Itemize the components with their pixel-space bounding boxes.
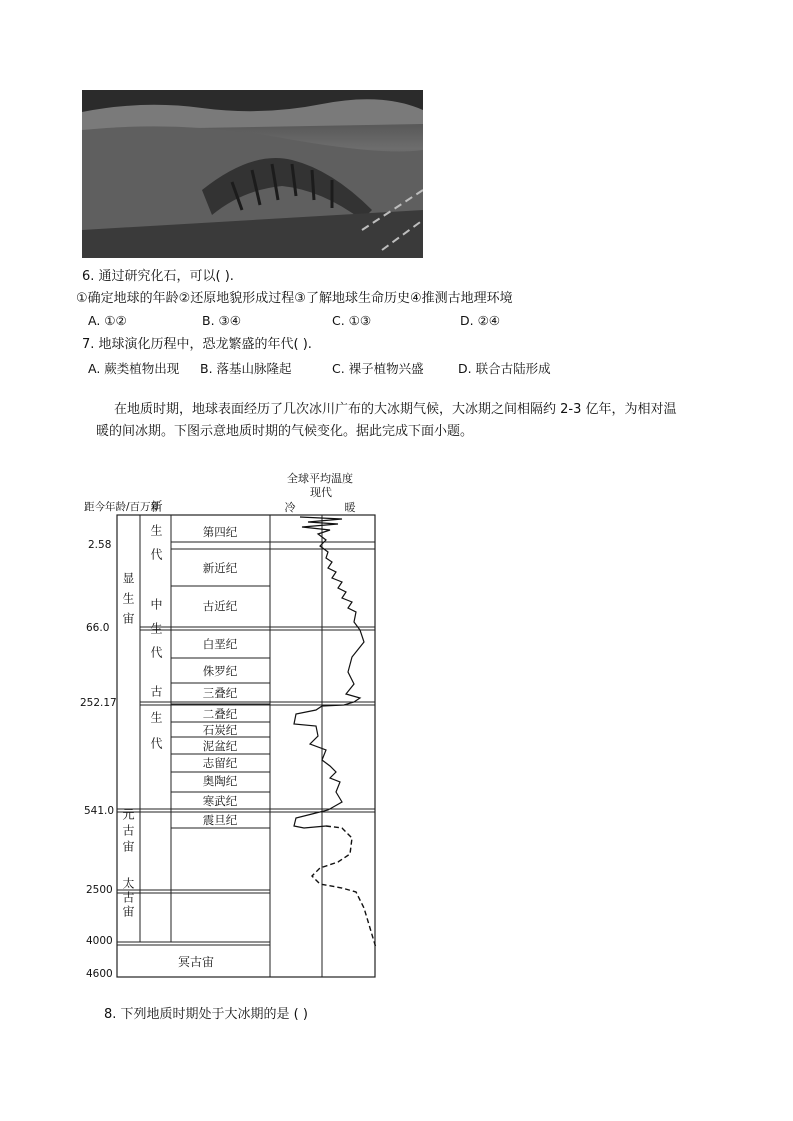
- chart-header-title: 全球平均温度: [287, 472, 353, 485]
- period-sinian: 震旦纪: [202, 813, 238, 827]
- eon-phanerozoic: 显生宙: [121, 572, 135, 632]
- era-paleozoic: 古生代: [149, 685, 163, 763]
- period-paleogene: 古近纪: [202, 599, 238, 613]
- age-2.58: 2.58: [88, 539, 112, 551]
- period-neogene: 新近纪: [202, 561, 238, 575]
- eon-hadean: 冥古宙: [177, 955, 215, 969]
- q6-option-d: D. ②④: [460, 313, 500, 328]
- period-carboniferous: 石炭纪: [202, 723, 238, 737]
- q6-items: ①确定地球的年龄②还原地貌形成过程③了解地球生命历史④推测古地理环境: [76, 291, 513, 306]
- geologic-chart-svg: [80, 462, 390, 982]
- period-jurassic: 侏罗纪: [202, 664, 238, 678]
- q6-stem: 6. 通过研究化石，可以( ).: [82, 269, 234, 284]
- geologic-time-chart: [80, 462, 390, 982]
- temperature-curve-solid: [294, 517, 364, 828]
- q7-stem: 7. 地球演化历程中，恐龙繁盛的年代( ).: [82, 337, 312, 352]
- boundary-lines: [117, 627, 375, 945]
- q8-stem: 8. 下列地质时期处于大冰期的是 ( ): [104, 1007, 308, 1022]
- age-541.0: 541.0: [84, 805, 115, 817]
- q7-option-d: D. 联合古陆形成: [458, 361, 551, 376]
- age-4000: 4000: [86, 935, 113, 947]
- age-66.0: 66.0: [86, 622, 110, 634]
- q6-option-a: A. ①②: [88, 313, 127, 328]
- passage-line-1: 在地质时期，地球表面经历了几次冰川广布的大冰期气候，大冰期之间相隔约 2-3 亿年，为相对温: [114, 402, 677, 417]
- q7-option-b: B. 落基山脉隆起: [200, 361, 292, 376]
- fossil-photo: [82, 90, 423, 258]
- eon-proterozoic: 元古宙: [121, 808, 135, 856]
- eon-archean: 太古宙: [121, 877, 135, 919]
- period-ordovician: 奥陶纪: [202, 774, 238, 788]
- period-cretaceous: 白垩纪: [202, 637, 238, 651]
- age-252.17: 252.17: [80, 697, 117, 709]
- age-2500: 2500: [86, 884, 113, 896]
- passage-line-2: 暖的间冰期。下图示意地质时期的气候变化。据此完成下面小题。: [96, 424, 474, 439]
- period-devonian: 泥盆纪: [202, 739, 238, 753]
- fossil-image: [82, 90, 423, 258]
- q6-option-b: B. ③④: [202, 313, 241, 328]
- period-permian: 二叠纪: [202, 707, 238, 721]
- q7-option-c: C. 裸子植物兴盛: [332, 361, 424, 376]
- period-cambrian: 寒武纪: [202, 794, 238, 808]
- q6-option-c: C. ①③: [332, 313, 372, 328]
- chart-header-now: 现代: [310, 486, 332, 499]
- chart-age-label: 距今年龄/百万年: [84, 501, 162, 513]
- era-cenozoic: 新生代: [149, 500, 163, 572]
- period-silurian: 志留纪: [202, 756, 238, 770]
- age-4600: 4600: [86, 968, 113, 980]
- chart-cold-label: 冷: [284, 501, 296, 514]
- q7-option-a: A. 蕨类植物出现: [88, 361, 180, 376]
- period-quaternary: 第四纪: [202, 525, 238, 539]
- period-triassic: 三叠纪: [202, 686, 238, 700]
- chart-warm-label: 暖: [344, 501, 356, 514]
- era-mesozoic: 中生代: [149, 598, 163, 670]
